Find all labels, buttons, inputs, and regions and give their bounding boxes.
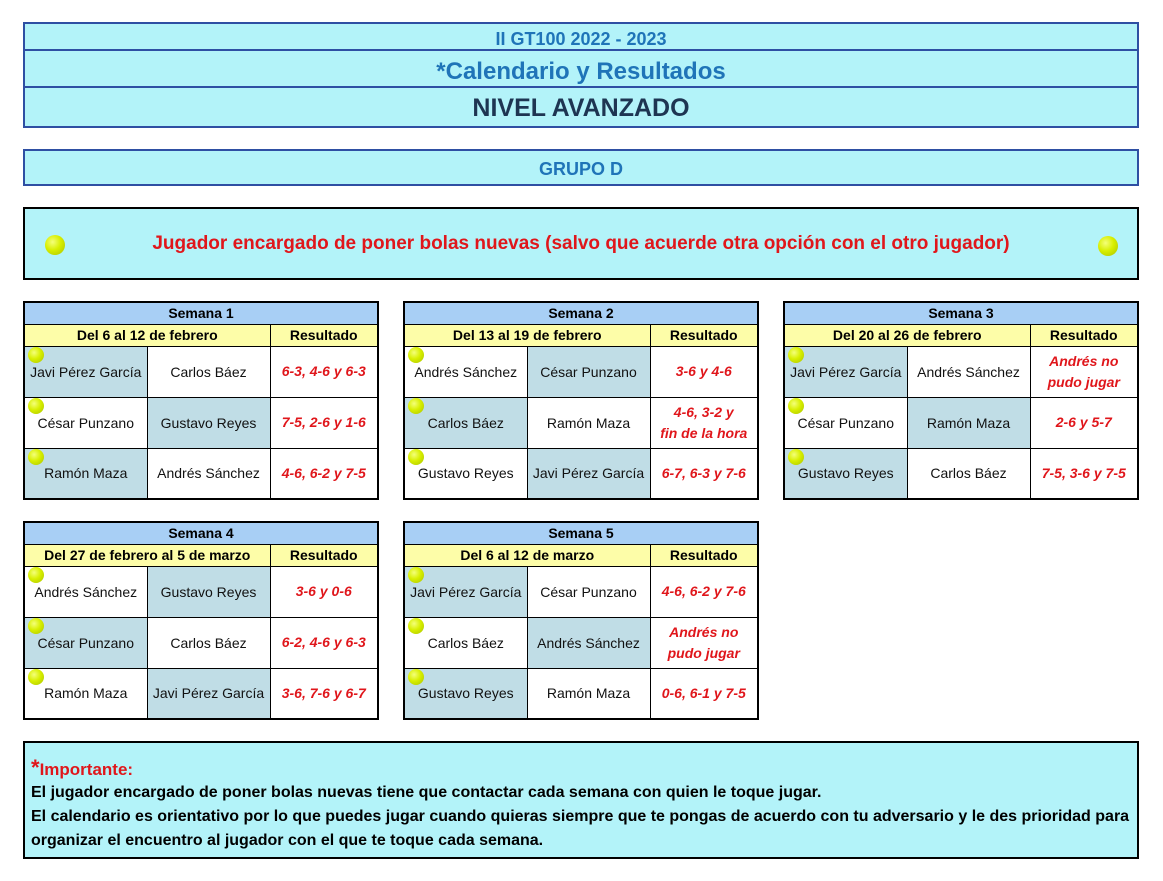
player-1-cell [24,397,147,448]
match-row [784,346,1138,397]
result-column-header: Resultado [270,544,378,566]
season-title: II GT100 2022 - 2023 [23,22,1139,51]
week-dates: Del 13 al 19 de febrero [404,324,650,346]
player-name: Gustavo Reyes [797,465,894,482]
player-2-cell [527,566,650,617]
match-result-line-1: 4-6, 6-2 y 7-6 [661,583,746,599]
match-result [270,346,378,397]
player-name: César Punzano [540,583,637,600]
match-result-line-1: 6-2, 4-6 y 6-3 [281,634,366,650]
tennis-ball-icon [28,449,44,465]
week-dates: Del 27 de febrero al 5 de marzo [24,544,270,566]
player-name: Carlos Báez [170,363,247,380]
match-row [404,448,758,499]
week-dates: Del 20 al 26 de febrero [784,324,1030,346]
match-result-line-1: Andrés no [1049,352,1119,369]
match-result [650,397,758,448]
important-note [23,741,1139,859]
calendar-title: *Calendario y Resultados [23,49,1139,88]
player-name: Gustavo Reyes [417,465,514,482]
tennis-ball-icon [408,398,424,414]
match-result [270,617,378,668]
week-title: Semana 1 [24,302,378,324]
player-2-cell [147,448,270,499]
week-dates: Del 6 al 12 de marzo [404,544,650,566]
match-result [650,448,758,499]
player-2-cell [147,668,270,719]
player-name: Andrés Sánchez [537,634,640,651]
player-name: Javi Pérez García [30,363,142,380]
level-title: NIVEL AVANZADO [23,86,1139,128]
match-result-line-1: 0-6, 6-1 y 7-5 [661,684,746,701]
player-name: Andrés Sánchez [34,583,138,600]
match-row [404,668,758,719]
player-name: Gustavo Reyes [160,583,257,600]
match-result [650,668,758,719]
player-name: Carlos Báez [170,634,247,651]
player-2-cell [907,397,1030,448]
result-column-header: Resultado [650,544,758,566]
player-2-cell [147,566,270,617]
match-result [1030,397,1138,448]
player-name: Carlos Báez [930,465,1007,482]
match-result [270,397,378,448]
match-result-line-1: 4-6, 6-2 y 7-5 [281,464,366,481]
player-name: Ramón Maza [546,414,631,431]
match-result-line-1: Andrés no [669,623,739,640]
result-column-header: Resultado [1030,324,1138,346]
week-table [23,301,379,500]
player-name: César Punzano [797,414,894,431]
match-row [24,566,378,617]
player-name: Javi Pérez García [410,583,522,600]
player-1-cell [784,448,907,499]
player-1-cell [24,448,147,499]
player-1-cell [784,397,907,448]
player-2-cell [907,346,1030,397]
week-table [403,521,759,720]
note-title-text: Importante: [39,760,134,779]
player-1-cell [404,448,527,499]
tennis-ball-icon [408,618,424,634]
week-title: Semana 5 [404,522,758,544]
match-row [784,448,1138,499]
match-row [24,668,378,719]
week-table [783,301,1139,500]
player-1-cell [404,668,527,719]
note-asterisk: * [31,755,40,780]
tennis-ball-icon [28,347,44,363]
player-name: César Punzano [37,414,134,431]
player-2-cell [527,346,650,397]
player-name: Andrés Sánchez [157,465,260,482]
match-result-line-1: 7-5, 2-6 y 1-6 [281,414,366,430]
match-result [270,668,378,719]
tennis-ball-icon [1098,236,1118,256]
tennis-ball-icon [408,669,424,685]
player-name: Javi Pérez García [152,685,265,702]
player-2-cell [147,617,270,668]
player-name: Gustavo Reyes [417,685,514,702]
tennis-ball-icon [28,567,44,583]
match-result-line-1: 3-6 y 4-6 [675,363,732,379]
week-title: Semana 2 [404,302,758,324]
match-result-line-2: fin de la hora [660,424,748,441]
tennis-ball-icon [788,398,804,414]
match-result-line-1: 3-6, 7-6 y 6-7 [281,684,366,701]
match-result-line-1: 7-5, 3-6 y 7-5 [1041,464,1126,481]
player-name: Carlos Báez [427,414,504,431]
ball-notice-box [23,207,1139,280]
match-result-line-1: 6-7, 6-3 y 7-6 [661,464,746,481]
player-name: Gustavo Reyes [160,414,257,431]
match-result-line-1: 6-3, 4-6 y 6-3 [281,363,366,379]
tennis-ball-icon [28,669,44,685]
player-1-cell [24,617,147,668]
match-row [404,617,758,668]
match-result-line-2: pudo jugar [667,644,740,661]
match-row [24,397,378,448]
player-1-cell [24,346,147,397]
match-result-line-1: 4-6, 3-2 y [673,403,734,420]
match-result [650,566,758,617]
tennis-ball-icon [28,618,44,634]
match-row [784,397,1138,448]
week-title: Semana 3 [784,302,1138,324]
player-name: César Punzano [37,634,134,651]
note-line-2: El calendario es orientativo por lo que puedes jugar cuando quieras siempre que te pongas de acuerdo con tu adversario y le des prioridad para organizar el encuentro al jugador con el que te toque cada semana. [31,808,1130,849]
player-name: Javi Pérez García [790,363,902,380]
match-row [404,397,758,448]
tennis-ball-icon [408,567,424,583]
player-name: Ramón Maza [926,414,1011,431]
player-1-cell [404,566,527,617]
player-2-cell [527,448,650,499]
week-title: Semana 4 [24,522,378,544]
player-2-cell [147,346,270,397]
week-dates: Del 6 al 12 de febrero [24,324,270,346]
tennis-ball-icon [408,449,424,465]
match-row [404,566,758,617]
player-name: Andrés Sánchez [917,363,1020,380]
player-name: Ramón Maza [44,465,128,482]
tennis-ball-icon [788,347,804,363]
player-2-cell [527,668,650,719]
result-column-header: Resultado [270,324,378,346]
week-table [403,301,759,500]
match-result-line-2: pudo jugar [1047,373,1120,390]
player-2-cell [147,397,270,448]
match-result [270,448,378,499]
tennis-ball-icon [28,398,44,414]
player-1-cell [24,566,147,617]
match-result-line-1: 2-6 y 5-7 [1055,414,1112,430]
match-result [650,346,758,397]
group-title: GRUPO D [23,149,1139,186]
match-row [24,448,378,499]
ball-notice-text: Jugador encargado de poner bolas nuevas (salvo que acuerde otra opción con el otro jugador) [152,233,1010,254]
player-2-cell [527,617,650,668]
note-title [31,755,1131,781]
player-1-cell [784,346,907,397]
result-column-header: Resultado [650,324,758,346]
tennis-ball-icon [788,449,804,465]
match-row [24,346,378,397]
note-line-1: El jugador encargado de poner bolas nuevas tiene que contactar cada semana con quien le toque jugar. [31,784,822,801]
match-result-line-1: 3-6 y 0-6 [295,583,352,599]
player-name: Javi Pérez García [532,465,645,482]
match-row [24,617,378,668]
player-2-cell [527,397,650,448]
player-1-cell [404,617,527,668]
player-1-cell [404,397,527,448]
player-2-cell [907,448,1030,499]
player-name: César Punzano [540,363,637,380]
player-name: Carlos Báez [427,634,504,651]
tennis-ball-icon [408,347,424,363]
match-result [1030,346,1138,397]
match-result [1030,448,1138,499]
match-result [650,617,758,668]
player-name: Ramón Maza [44,685,128,702]
player-name: Andrés Sánchez [414,363,518,380]
player-1-cell [404,346,527,397]
player-name: Ramón Maza [546,685,631,702]
week-table [23,521,379,720]
player-1-cell [24,668,147,719]
match-result [270,566,378,617]
match-row [404,346,758,397]
